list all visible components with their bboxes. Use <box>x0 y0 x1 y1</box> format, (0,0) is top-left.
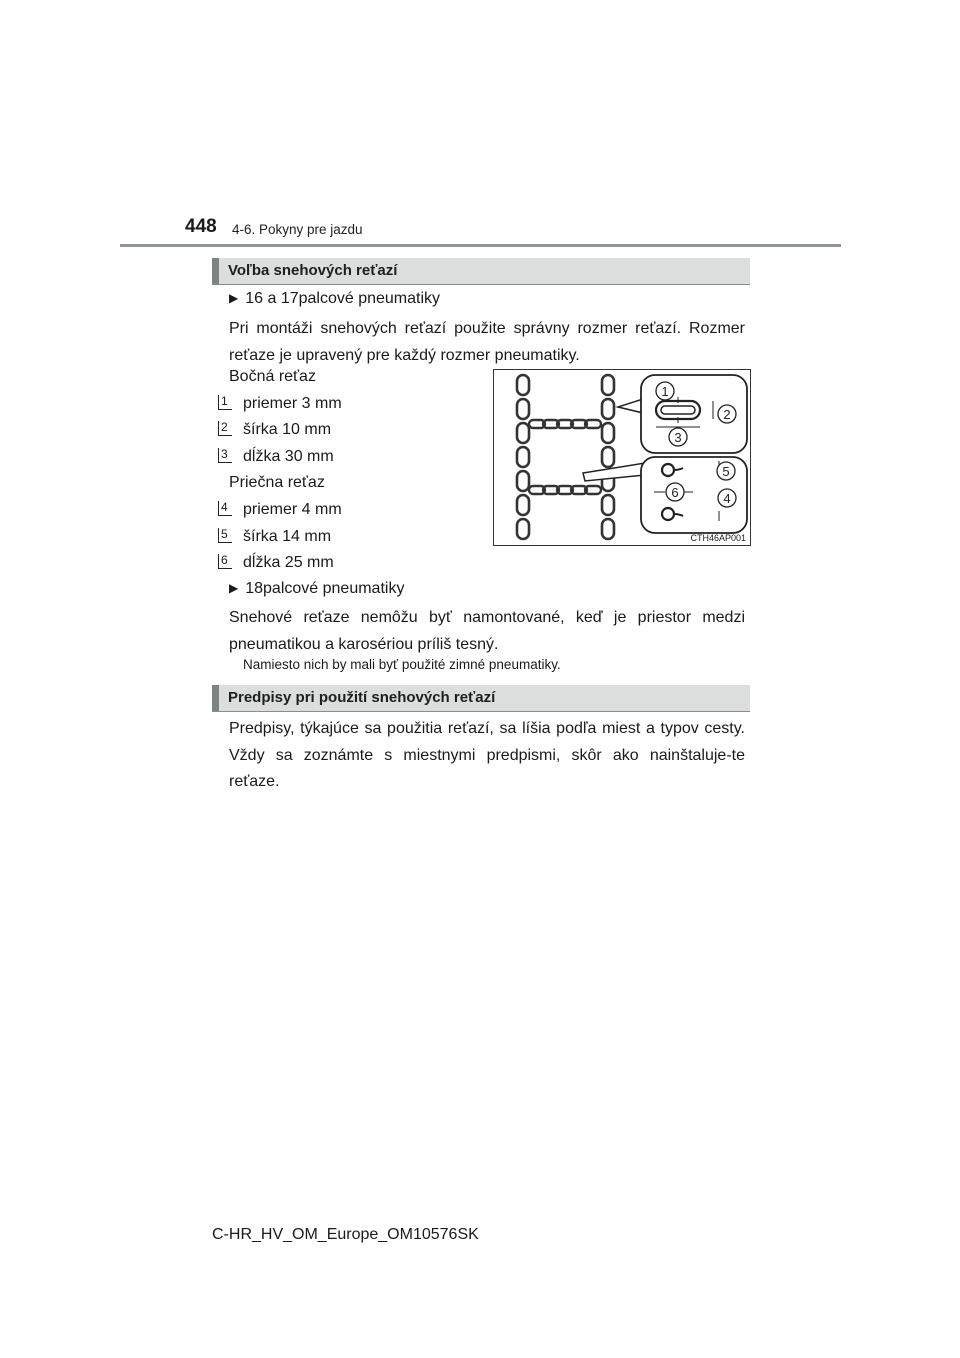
header-rule <box>120 244 841 247</box>
page-number: 448 <box>185 216 217 237</box>
callout-number-5: 5 <box>218 528 232 543</box>
svg-text:3: 3 <box>674 430 682 445</box>
figure-code: CTH46AP001 <box>690 533 746 543</box>
svg-text:2: 2 <box>723 407 731 422</box>
tire-18-label: 18palcové pneumatiky <box>245 580 405 597</box>
snow-chain-dimensions-figure <box>493 369 751 546</box>
tire-18-paragraph: Snehové reťaze nemôžu byť namontované, keď je priestor medzi pneumatikou a karosériou príliš tesný. <box>229 609 745 653</box>
section-heading-snow-chain-regulations <box>212 685 750 712</box>
cross-chain-length: dĺžka 25 mm <box>243 554 334 571</box>
tire-16-17-label: 16 a 17palcové pneumatiky <box>245 290 441 307</box>
cross-chain-width: šírka 14 mm <box>243 528 332 545</box>
section-heading-text: Predpisy pri použití snehových reťazí <box>228 689 496 706</box>
callout-number-1: 1 <box>218 395 232 410</box>
callout-number-2: 2 <box>218 421 232 436</box>
section-heading-snow-chain-selection <box>212 258 750 285</box>
side-chain-diameter: priemer 3 mm <box>243 395 342 412</box>
side-chain-length: dĺžka 30 mm <box>243 448 334 465</box>
svg-text:6: 6 <box>671 485 679 500</box>
svg-text:5: 5 <box>722 464 730 479</box>
svg-text:4: 4 <box>723 491 731 506</box>
tire-16-17-item <box>229 290 440 308</box>
side-chain-width: šírka 10 mm <box>243 421 332 438</box>
footer-doc-id: C-HR_HV_OM_Europe_OM10576SK <box>212 1226 479 1243</box>
callout-number-6: 6 <box>218 554 232 569</box>
section-heading-bar <box>212 685 219 711</box>
section-heading-bar <box>212 258 219 284</box>
header-section-title: 4-6. Pokyny pre jazdu <box>232 222 363 237</box>
intro-paragraph: Pri montáži snehových reťazí použite správny rozmer reťazí. Rozmer reťaze je upravený pre každý rozmer pneumatiky. <box>229 320 745 364</box>
side-chain-label: Bočná reťaz <box>229 368 316 385</box>
triangle-bullet-icon: ▶ <box>229 581 239 595</box>
cross-chain-diameter: priemer 4 mm <box>243 501 342 518</box>
tire-18-note: Namiesto nich by mali byť použité zimné pneumatiky. <box>243 657 561 672</box>
triangle-bullet-icon: ▶ <box>229 291 239 305</box>
section-heading-text: Voľba snehových reťazí <box>228 262 398 279</box>
regulations-paragraph: Predpisy, týkajúce sa použitia reťazí, sa líšia podľa miest a typov cesty. Vždy sa zoznámte s miestnymi predpismi, skôr ako nainštaluje-te reťaze. <box>229 720 745 790</box>
svg-text:1: 1 <box>661 384 669 399</box>
callout-number-3: 3 <box>218 448 232 463</box>
tire-18-item <box>229 580 404 598</box>
cross-chain-label: Priečna reťaz <box>229 474 325 491</box>
callout-number-4: 4 <box>218 501 232 516</box>
